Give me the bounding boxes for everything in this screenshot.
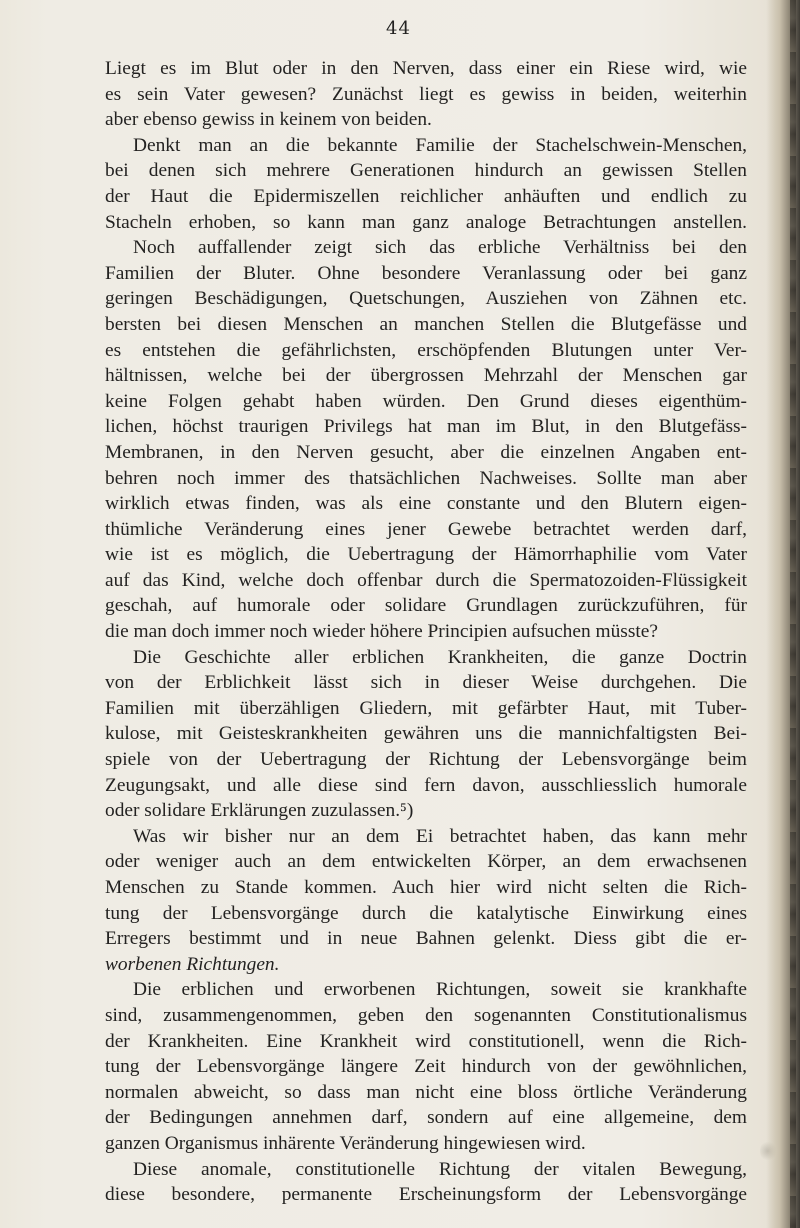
text-line: Die Geschichte aller erblichen Krankheiten, die ganze Doctrin (133, 646, 747, 668)
text-line: Erregers bestimmt und in neue Bahnen gelenkt. Diess gibt die er- (105, 928, 747, 950)
text-line: oder solidare Erklärungen zuzulassen.⁵) (105, 800, 414, 822)
text-line: auf das Kind, welche doch offenbar durch die Spermatozoiden-Flüssigkeit (105, 569, 747, 591)
text-line: Menschen zu Stande kommen. Auch hier wird nicht selten die Rich- (105, 877, 747, 898)
text-line: die man doch immer noch wieder höhere Principien aufsuchen müsste? (105, 621, 658, 643)
text-line: lichen, höchst traurigen Privilegs hat man im Blut, in den Blutgefäss- (105, 416, 747, 438)
text-line: tung der Lebensvorgänge durch die katalytische Einwirkung eines (105, 902, 747, 924)
text-line: es sein Vater gewesen? Zunächst liegt es gewiss in beiden, weiterhin (105, 83, 747, 105)
text-line: der Bedingungen annehmen darf, sondern auf eine allgemeine, dem (105, 1107, 747, 1129)
text-line: kulose, mit Geisteskrankheiten gewähren uns die mannichfaltigsten Bei- (105, 723, 747, 745)
text-line: normalen abweicht, so dass man nicht eine bloss örtliche Veränderung (105, 1081, 747, 1103)
page-number: 44 (386, 18, 411, 39)
body-text (105, 56, 747, 1208)
text-line: geringen Beschädigungen, Quetschungen, Ausziehen von Zähnen etc. (105, 288, 747, 310)
text-line: Denkt man an die bekannte Familie der Stachelschwein-Menschen, (133, 134, 747, 156)
text-line: Die erblichen und erworbenen Richtungen, soweit sie krankhafte (133, 979, 747, 1001)
text-line: Noch auffallender zeigt sich das erbliche Verhältniss bei den (133, 237, 747, 259)
text-line: spiele von der Uebertragung der Richtung der Lebensvorgänge beim (105, 749, 747, 771)
text-line: Stacheln erhoben, so kann man ganz analoge Betrachtungen anstellen. (105, 211, 747, 233)
text-line: von der Erblichkeit lässt sich in dieser Weise durchgehen. Die (105, 672, 747, 694)
text-line: tung der Lebensvorgänge längere Zeit hindurch von der gewöhnlichen, (105, 1056, 747, 1078)
text-line: geschah, auf humorale oder solidare Grundlagen zurückzuführen, für (105, 595, 747, 617)
text-line: Was wir bisher nur an dem Ei betrachtet haben, das kann mehr (133, 825, 747, 847)
text-line: thümliche Veränderung eines jener Gewebe betrachtet werden darf, (105, 518, 747, 540)
text-line: Familien mit überzähligen Gliedern, mit gefärbter Haut, mit Tuber- (105, 697, 747, 719)
text-line: diese besondere, permanente Erscheinungsform der Lebensvorgänge (105, 1184, 747, 1206)
page-edge (790, 0, 796, 1228)
text-line: Diese anomale, constitutionelle Richtung der vitalen Bewegung, (133, 1158, 747, 1180)
text-line: Membranen, in den Nerven gesucht, aber die einzelnen Angaben ent- (105, 441, 747, 463)
text-line: aber ebenso gewiss in keinem von beiden. (105, 109, 432, 131)
text-line: sind, zusammengenommen, geben den sogenannten Constitutionalismus (105, 1004, 747, 1026)
text-line: behren noch immer des thatsächlichen Nachweises. Sollte man aber (105, 467, 747, 489)
text-line: oder weniger auch an dem entwickelten Körper, an dem erwachsenen (105, 851, 747, 873)
text-line: hältnissen, welche bei der übergrossen Mehrzahl der Menschen gar (105, 365, 747, 387)
text-line: Familien der Bluter. Ohne besondere Veranlassung oder bei ganz (105, 262, 747, 284)
text-line: Zeugungsakt, und alle diese sind fern davon, ausschliesslich humorale (105, 774, 747, 796)
text-line: wirklich etwas finden, was als eine constante und den Blutern eigen- (105, 493, 747, 515)
text-line: wie ist es möglich, die Uebertragung der Hämorrhaphilie vom Vater (105, 544, 747, 566)
text-line: ganzen Organismus inhärente Veränderung hingewiesen wird. (105, 1132, 586, 1154)
text-line: worbenen Richtungen. (105, 953, 280, 975)
text-line: Liegt es im Blut oder in den Nerven, dass einer ein Riese wird, wie (105, 58, 747, 79)
text-line: es entstehen die gefährlichsten, erschöpfenden Blutungen unter Ver- (105, 339, 747, 361)
text-line: der Haut die Epidermiszellen reichlicher anhäuften und endlich zu (105, 185, 747, 207)
text-line: der Krankheiten. Eine Krankheit wird constitutionell, wenn die Rich- (105, 1030, 747, 1052)
text-line: bersten bei diesen Menschen an manchen Stellen die Blutgefässe und (105, 313, 747, 335)
text-line: keine Folgen gehabt haben würden. Den Grund dieses eigenthüm- (105, 390, 747, 412)
text-line: bei denen sich mehrere Generationen hindurch an gewissen Stellen (105, 160, 747, 182)
